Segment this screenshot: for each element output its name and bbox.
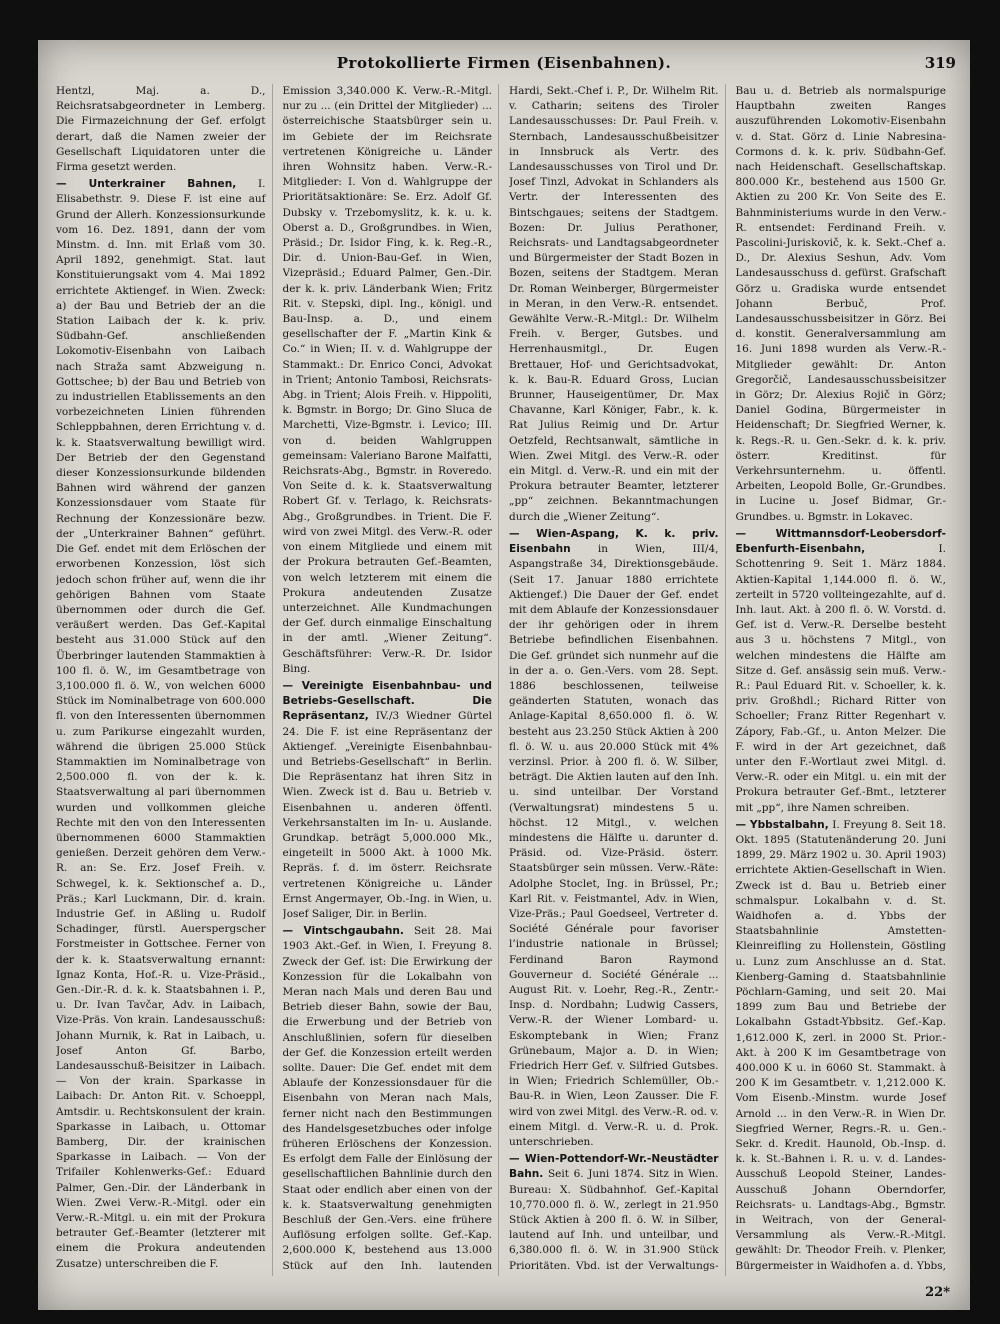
- column-4: [736, 84, 953, 1276]
- entry-body: Seit 6. Juni 1874. Sitz in Wien. Bureau: X. Südbahnhof. Gef.-Kapital 10,770.000 fl. ö. W., zerlegt in 21.950 Stück Aktien à 200 fl. ö. W. in Silber, lautend auf Inh. und unteilbar, und 6,380.000 fl. ö. W. in 31.900 Stück Prioritäten. Vbd. ist der Verwaltungs-: [509, 1168, 719, 1272]
- entry-body: Emission 3,340.000 K. Verw.-R.-Mitgl. nur zu ... (ein Drittel der Mitglieder) ... österreichische Staatsbürger sein u. im Gebiete der im Reichsrate vertretenen Königreiche u. Länder ihren Wohnsitz haben. Verw.-R.-Mitglieder: I. Von d. Wahlgruppe der Prioritätsaktionäre: Se. Erz. Adolf Gf. Dubsky v. Trzebomyslitz, k. k. u. k. Oberst a. D., Großgrundbes. in Wien, Präsid.; Dr. Isidor Fing, k. k. Reg.-R., Dir. d. Union-Bau-Gef. in Wien, Vizepräsid.; Eduard Palmer, Gen.-Dir. der k. k. priv. Länderbank Wien; Fritz Rit. v. Stepski, dipl. Ing., königl. und Bau-Insp. a. D., und einem gesellschafter der F. „Martin Kink & Co.“ in Wien; II. v. d. Wahlgruppe der Stammakt.: Dr. Enrico Conci, Advokat in Trient; Antonio Tambosi, Reichsrats-Abg. in Trient; Alois Freih. v. Hippoliti, k. Bgmstr. in Borgo; Dr. Gino Sluca de Marchetti, Vize-Bgmstr. i. Levico; III. von d. beiden Wahlgruppen gemeinsam: Valeriano Barone Malfatti, Reichsrats-Abg., Bgmstr. in Roveredo. Von Seite d. k. k. Staatsverwaltung Robert Gf. v. Terlago, k. Reichsrats-Abg., Großgrundbes. in Trient. Die F. wird von zwei Mitgl. des Verw.-R. oder von einem Mitgliede und einem mit der Prokura betrauten Gef.-Beamten, von welch letzterem mit einem die Prokura andeutenden Zusatze unterzeichnet. Alle Kundmachungen der Gef. durch einmalige Einschaltung in der amtl. „Wiener Zeitung“. Geschäftsführer: Verw.-R. Dr. Isidor Bing.: [282, 85, 492, 675]
- entry-body: I. Schottenring 9. Seit 1. März 1884. Aktien-Kapital 1,144.000 fl. ö. W., zerteilt in 5720 vollteingezahlte, auf d. Inh. laut. Akt. à 200 fl. ö. W. Vorstd. d. Gef. ist d. Verw.-R. Derselbe besteht aus 3 u. höchstens 7 Mitgl., von welchen mindestens die Hälfte am Sitze d. Gef. ansässig sein muß. Verw.-R.: Paul Eduard Rit. v. Schoeller, k. k. priv. Großhdl.; Richard Ritter von Schoeller; Franz Ritter Regenhart v. Zápory, Fab.-Gf., u. Anton Melzer. Die F. wird in der Art gezeichnet, daß unter den F.-Wortlaut zwei Mitgl. d. Verw.-R. oder ein Mitgl. u. ein mit der Prokura betrauter Gef.-Bmt., letzterer mit „pp“, ihre Namen schreiben.: [735, 543, 946, 814]
- entry-body: Bau u. d. Betrieb als normalspurige Hauptbahn zweiten Ranges auszuführenden Lokomotiv-Eisenbahn v. d. Stat. Görz d. Linie Nabresina-Cormons d. k. k. priv. Südbahn-Gef. nach Heidenschaft. Gesellschaftskap. 800.000 Kr., bestehend aus 1500 Gr. Aktien zu 200 Kr. Von Seite des E. Bahnministeriums wurde in den Verw.-R. entsendet: Ferdinand Freih. v. Pascolini-Juriskovič, k. k. Sekt.-Chef a. D., Dr. Alexius Seshun, Adv. Vom Landesausschuss d. gefürst. Grafschaft Görz u. Gradiska wurde entsendet Johann Berbuč, Prof. Landesausschussbeisitzer in Görz. Bei d. konstit. Generalversammlung am 16. Juni 1898 wurden als Verw.-R.-Mitglieder gewählt: Dr. Anton Gregorčič, Landesausschussbeisitzer in Görz; Dr. Alexius Rojič in Görz; Daniel Godina, Bürgermeister in Heidenschaft; Dr. Siegfried Werner, k. k. Regs.-R. u. Gen.-Sekr. d. k. k. priv. österr. Kreditinst. für Verkehrsunternehm. u. öffentl. Arbeiten, Leopold Bolle, Gr.-Grundbes. in Lucine u. Josef Bidmar, Gr.-Grundbes. u. Bgmstr. in Lokavec.: [735, 85, 946, 523]
- footer-signature-mark: 22*: [925, 1285, 950, 1300]
- entry-title: — Vereinigte Eisenbahnbau- und Betriebs-Gesellschaft. Die Repräsentanz,: [282, 679, 492, 723]
- entry: [736, 818, 947, 1276]
- entry-title: [56, 1275, 266, 1276]
- column-2: [283, 84, 500, 1276]
- entry-title: — Unterkrainer Bahnen,: [56, 178, 237, 191]
- text-columns: [56, 84, 952, 1276]
- entry: [736, 84, 947, 525]
- entry: [56, 84, 266, 175]
- entry-body: Seit 28. Mai 1903 Akt.-Gef. in Wien, I. Freyung 8. Zweck der Gef. ist: Die Erwirkung der Konzession für die Lokalbahn von Meran nach Mals und deren Bau und Betrieb dieser Bahn, sowie der Bau, die Erwerbung und der Betrieb von Anschlußlinien, sofern für dieselben der Gef. die Konzession erteilt werden sollte. Dauer: Die Gef. endet mit dem Ablaufe der Konzessionsdauer für die Eisenbahn von Meran nach Mals, ferner nicht nach den Bestimmungen des Handelsgesetzbuches oder infolge früheren Erlöschens der Konzession. Es erfolgt dem Falle der Einlösung der gesellschaftlichen Bahnlinie durch den Staat oder endlich aber einen von der k. k. Staatsverwaltung genehmigten Beschluß der Gen.-Vers. eine frühere Auflösung erfolgen sollte. Gef.-Kap. 2,600.000 K, bestehend aus 13.000 Stück auf den Inh. lautenden: [282, 925, 492, 1272]
- entry: [509, 84, 719, 525]
- entry-body: in Wien, III/4, Aspangstraße 34, Direktionsgebäude. (Seit 17. Januar 1880 errichtete Aktiengef.) Die Dauer der Gef. endet mit dem Ablaufe der Konzessionsdauer der ihr gehörigen oder in ihrem Betriebe befindlichen Eisenbahnen. Die Gef. gründet sich nunmehr auf die in der a. o. Gen.-Vers. vom 28. Sept. 1886 beschlossenen, teilweise geänderten Statuten, wonach das Anlage-Kapital 8,650.000 fl. ö. W. besteht aus 23.250 Stück Aktien à 200 fl. ö. W. u. aus 20.000 Stück mit 4% verzinsl. Prior. à 200 fl. ö. W. Silber, beträgt. Die Aktien lauten auf den Inh. u. sind unteilbar. Der Vorstand (Verwaltungsrat) mindestens 5 u. höchst. 12 Mitgl., v. welchen mindestens die Hälfte u. darunter d. Präsid. od. Vize-Präsid. österr. Staatsbürger sein müssen. Verw.-Räte: Adolphe Stoclet, Ing. in Brüssel, Pr.; Karl Rit. v. Feistmantel, Adv. in Wien, Vize-Präs.; Paul Goedseel, Vertreter d. Société Générale pour favoriser l’industrie nationale in Brüssel; Ferdinand Baron Raymond Gouverneur d. Société Générale ... August Rit. v. Loehr, Reg.-R., Zentr.-Insp. d. Nordbahn; Ludwig Cassers, Verw.-R. der Wiener Lombard- u. Eskomptebank in Wien; Franz Grünebaum, Major a. D. in Wien; Friedrich Herr Gef. v. Silfried Gutsbes. in Wien; Friedrich Schlemüller, Ob.-Bau-R. in Wien, Leon Zausser. Die F. wird von zwei Mitgl. des Verw.-R. od. v. einem Mitgl. d. Verw.-R. u. d. Prok. unterschrieben.: [509, 543, 719, 1149]
- entry-title: — Wittmannsdorf-Leobersdorf-Ebenfurth-Eisenbahn,: [735, 527, 946, 556]
- entry: [509, 1152, 719, 1276]
- entry: [283, 84, 493, 677]
- entry: [736, 527, 947, 816]
- entry-body: IV./3 Wiedner Gürtel 24. Die F. ist eine Repräsentanz der Aktiengef. „Vereinigte Eisenbahnbau- und Betriebs-Gesellschaft“ in Berlin. Die Repräsentanz hat ihren Sitz in Wien. Zweck ist d. Bau u. Betrieb v. Eisenbahnen u. anderen öffentl. Verkehrsanstalten im In- u. Auslande. Grundkap. beträgt 5,000.000 Mk., eingeteilt in 5000 Akt. à 1000 Mk. Repräs. f. d. im österr. Reichsrate vertretenen Königreiche u. Länder Ernst Angermayer, Ob.-Ing. in Wien, u. Josef Saliger, Dir. in Berlin.: [282, 710, 492, 920]
- entry-title: — Ybbstalbahn,: [735, 818, 829, 831]
- column-3: [509, 84, 726, 1276]
- document-page: [38, 40, 970, 1310]
- entry-title: — Vintschgaubahn.: [282, 925, 404, 938]
- entry: [283, 924, 493, 1276]
- page-number: 319: [924, 54, 956, 72]
- entry-body: Hardi, Sekt.-Chef i. P., Dr. Wilhelm Rit. v. Catharin; seitens des Tiroler Landesausschusses: Dr. Paul Freih. v. Sternbach, Landesausschußbeisitzer in Innsbruck als Vertr. des Landesausschusses von Tirol und Dr. Josef Tinzl, Advokat in Schlanders als Vertr. der Interessenten des Bintschgaues; seitens der Stadtgem. Bozen: Dr. Julius Perathoner, Reichsrats- und Landtagsabgeordneter und Bürgermeister der Stadt Bozen in Bozen, seitens der Stadtgem. Meran Dr. Roman Weinberger, Bürgermeister in Meran, in den Verw.-R. entsendet. Gewählte Verw.-R.-Mitgl.: Dr. Wilhelm Freih. v. Berger, Gutsbes. und Herrenhausmitgl., Dr. Eugen Brettauer, Hof- und Gerichtsadvokat, k. k. Bau-R. Eduard Gross, Lucian Brunner, Hauseigentümer, Dr. Max Chavanne, Karl Königer, Fabr., k. k. Rat Julius Reimig und Dr. Artur Oetzfeld, Rechtsanwalt, sämtliche in Wien. Zwei Mitgl. des Verw.-R. oder ein Mitgl. d. Verw.-R. und ein mit der Prokura betrauter Beamter, letzterer „pp“ zeichnen. Bekanntmachungen durch die „Wiener Zeitung“.: [509, 85, 719, 523]
- entry: [56, 1274, 266, 1276]
- entry-body: I. Freyung 8. Seit 18. Okt. 1895 (Statutenänderung 20. Juni 1899, 29. März 1902 u. 30. April 1903) errichtete Aktien-Gesellschaft in Wien. Zweck ist d. Bau u. Betrieb einer schmalspur. Lokalbahn v. d. St. Waidhofen a. d. Ybbs der Staatsbahnlinie Amstetten-Kleinreifling zu Hollenstein, Göstling u. Lunz zum Anschlusse an d. Stat. Kienberg-Gaming d. Staatsbahnlinie Pöchlarn-Gaming, und seit 20. Mai 1899 zum Bau und Betriebe der Lokalbahn Gstadt-Ybbsitz. Gef.-Kap. 1,612.000 K, zerl. in 2000 St. Prior.-Akt. à 200 K im Gesamtbetrage von 400.000 K u. in 6060 St. Stammakt. à 200 K im Gesamtbetr. v. 1,212.000 K. Vom Eisenb.-Minstm. wurde Josef Arnold ... in den Verw.-R. in Wien Dr. Siegfried Werner, Regrs.-R. u. Gen.-Sekr. d. Kredit. Haunold, Ob.-Insp. d. k. k. St.-Bahnen i. R. u. v. d. Landes-Ausschuß Leopold Steiner, Landes-Ausschuß Johann Oberndorfer, Reichsrats- u. Landtags-Abg., Bgmstr. in Weitrach, von der General-Versammlung als Verw.-R.-Mitgl. gewählt: Dr. Theodor Freih. v. Plenker, Bürgermeister in Waidhofen a. d. Ybbs,: [735, 818, 947, 1272]
- entry-body: Hentzl, Maj. a. D., Reichsratsabgeordneter in Lemberg. Die Firmazeichnung der Gef. erfolgt derart, daß die Namen zweier der Gesellschaft Liquidatoren unter die Firma gesetzt werden.: [56, 85, 266, 174]
- entry-body: I. Elisabethstr. 9. Diese F. ist eine auf Grund der Allerh. Konzessionsurkunde vom 16. Dez. 1891, dann der vom Minstm. d. Inn. mit Erlaß vom 30. April 1892, genehmigt. Stat. laut Konstituierungsakt vom 4. Mai 1892 errichtete Aktiengef. in Wien. Zweck: a) der Bau und Betrieb der an die Station Laibach der k. k. priv. Südbahn-Gef. anschließenden Lokomotiv-Eisenbahn von Laibach nach Straža samt Abzweigung n. Gottschee; b) der Bau und Betrieb von zu industriellen Etablissements an den vorbezeichneten Linien führenden Schleppbahnen, deren Errichtung v. d. k. k. Staatsverwaltung bewilligt wird. Der Betrieb der den Gegenstand dieser Konzessionsurkunde bildenden Bahnen wird während der ganzen Konzessionsdauer vom Staate für Rechnung der Konzessionäre bezw. der „Unterkrainer Bahnen“ geführt. Die Gef. endet mit dem Erlöschen der erworbenen Konzession, löst sich jedoch schon früher auf, wenn die ihr gehörigen Bahnen vom Staate übernommen oder durch die Gef. veräußert werden. Das Gef.-Kapital besteht aus 31.000 Stück auf den Überbringer lautenden Stammaktien à 100 fl. ö. W., im Gesamtbetrage von 3,100.000 fl. ö. W., von welchen 6000 Stück im Nominalbetrage von 600.000 fl. von den Interessenten übernommen u. zum Parikurse eingezahlt wurden, während die übrigen 25.000 Stück Stammaktien im Nominalbetrage von 2,500.000 fl. von der k. k. Staatsverwaltung al pari übernommen wurden und vollkommen gleiche Rechte mit den von den Interessenten übernommenen 6000 Stammaktien genießen. Derzeit gehören dem Verw.-R. an: Se. Erz. Josef Freih. v. Schwegel, k. k. Sektionschef a. D., Präs.; Karl Luckmann, Dir. d. krain. Industrie Gef. in Aßling u. Rudolf Schadinger, fürstl. Auerspergscher Forstmeister in Gottschee. Ferner von der k. k. Staatsverwaltung ernannt: Ignaz Konta, Hof.-R. u. Vize-Präsid., Gen.-Dir.-R. d. k. k. Staatsbahnen i. P., u. Dr. Ivan Tavčar, Adv. in Laibach, Vize-Präs. Von krain. Landesausschuß: Johann Murnik, k. Rat in Laibach, u. Josef Anton Gf. Barbo, Landesausschuß-Beisitzer in Laibach. — Von der krain. Sparkasse in Laibach: Dr. Anton Rit. v. Schoeppl, Amtsdir. u. Rechtskonsulent der krain. Sparkasse in Laibach, u. Ottomar Bamberg, Dir. der krainischen Sparkasse in Laibach. — Von der Trifailer Kohlenwerks-Gef.: Eduard Palmer, Gen.-Dir. der Länderbank in Wien. Zwei Verw.-R.-Mitgl. oder ein Verw.-R.-Mitgl. u. ein mit der Prokura betrauter Gef.-Beamter (letzterer mit einem die Prokura andeutenden Zusatze) unterschreiben die F.: [56, 178, 266, 1270]
- entry: [509, 527, 719, 1150]
- column-1: [56, 84, 273, 1276]
- entry-title: — Wien-Pottendorf-Wr.-Neustädter Bahn.: [509, 1153, 719, 1181]
- entry: [283, 679, 493, 922]
- entry: [56, 177, 266, 1272]
- entry-title: — Wien-Aspang, K. k. priv. Eisenbahn: [509, 527, 719, 556]
- page-header-title: Protokollierte Firmen (Eisenbahnen).: [336, 54, 672, 72]
